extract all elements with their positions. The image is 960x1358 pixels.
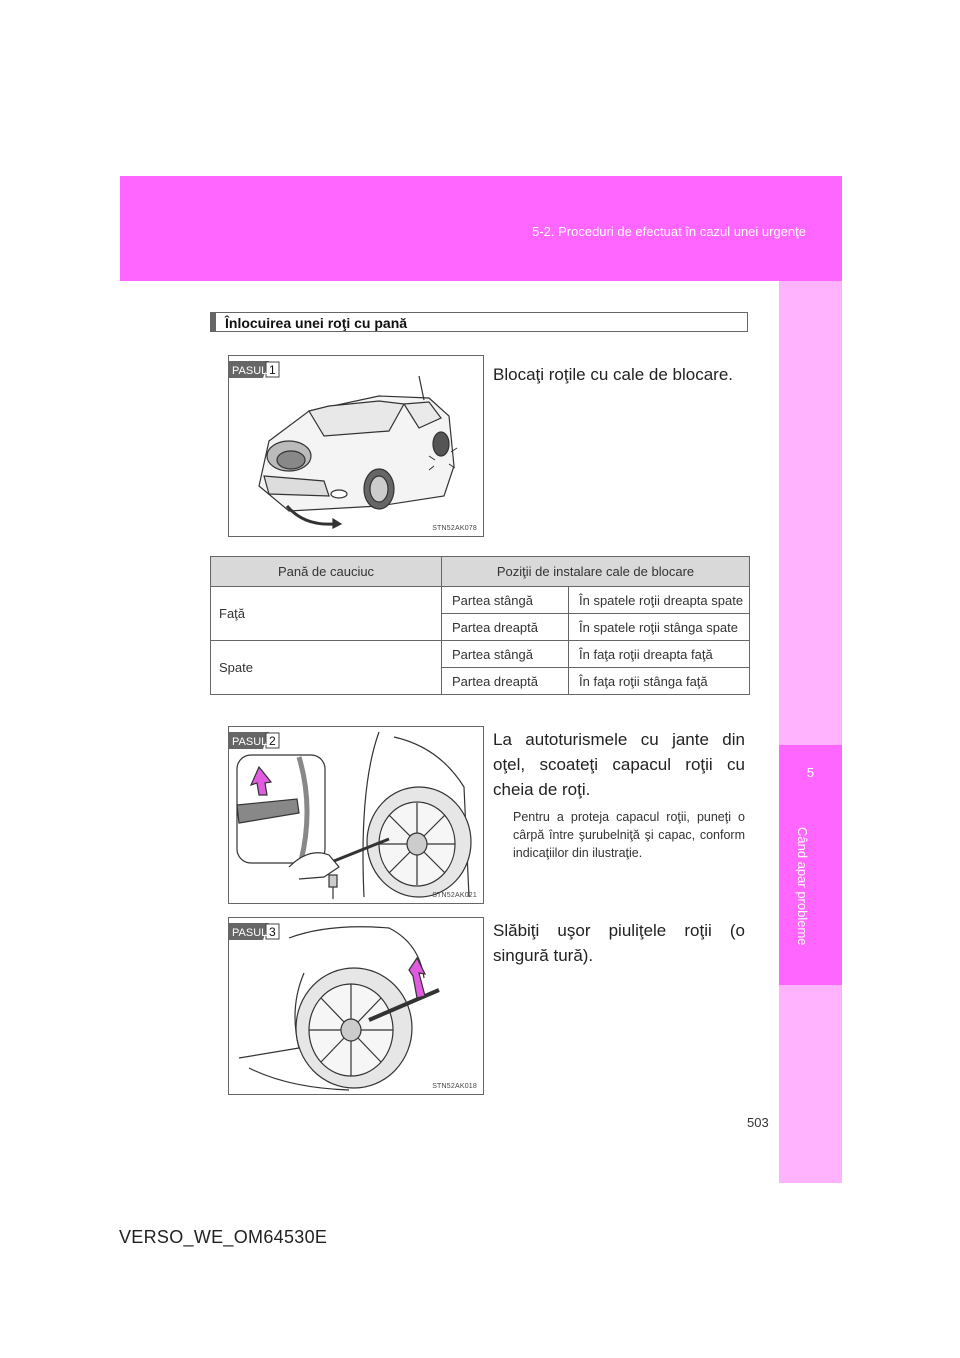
section-header <box>210 312 748 332</box>
figure-code: STN52AK078 <box>432 525 477 532</box>
section-title: Înlocuirea unei roţi cu pană <box>225 315 408 331</box>
step-2-text: La autoturismele cu jante din oţel, scoateţi capacul roţii cu cheia de roţi. <box>493 730 745 799</box>
table-cell-position: În faţa roţii stânga faţă <box>569 668 750 695</box>
step-badge-number: 1 <box>269 363 276 377</box>
step-badge-label: PASUL <box>232 365 268 377</box>
step-badge-number: 3 <box>269 925 276 939</box>
hubcap-removal-illustration <box>229 727 483 903</box>
table-cell-side: Partea stângă <box>442 587 569 614</box>
section-marker <box>211 313 216 331</box>
table-cell-position: În faţa roţii dreapta faţă <box>569 641 750 668</box>
header-band <box>120 176 842 281</box>
breadcrumb: 5-2. Proceduri de efectuat în cazul unei urgenţe <box>532 224 806 239</box>
step-badge-label: PASUL <box>232 736 268 748</box>
step-1-text: Blocaţi roţile cu cale de blocare. <box>493 365 734 384</box>
step-3-figure <box>228 917 484 1095</box>
step-badge-number: 2 <box>269 734 276 748</box>
table-header-cell: Pană de cauciuc <box>211 557 442 587</box>
table-cell-group: Spate <box>211 641 442 695</box>
page-number: 503 <box>747 1115 769 1130</box>
table-row <box>211 641 750 668</box>
loosen-nuts-illustration <box>229 918 483 1094</box>
step-3-text: Slăbiţi uşor piuliţele roţii (o singură tură). <box>493 921 745 965</box>
chock-positions-table <box>210 556 750 695</box>
table-cell-position: În spatele roţii stânga spate <box>569 614 750 641</box>
step-badge-label: PASUL <box>232 927 268 939</box>
step-2-note: Pentru a proteja capacul roţii, puneţi o cârpă între şurubelniţă şi capac, conform indicaţiilor din ilustraţie. <box>513 810 745 860</box>
step-1-figure <box>228 355 484 537</box>
table-cell-group: Faţă <box>211 587 442 641</box>
chapter-number: 5 <box>806 765 815 780</box>
car-chocks-illustration <box>229 356 483 536</box>
document-code: VERSO_WE_OM64530E <box>119 1227 328 1247</box>
chapter-title: Când apar probleme <box>795 827 810 946</box>
chapter-tab <box>779 745 842 985</box>
table-cell-side: Partea dreaptă <box>442 614 569 641</box>
table-cell-side: Partea dreaptă <box>442 668 569 695</box>
table-cell-position: În spatele roţii dreapta spate <box>569 587 750 614</box>
figure-code: STN52AK018 <box>432 1083 477 1090</box>
table-cell-side: Partea stângă <box>442 641 569 668</box>
table-row <box>211 587 750 614</box>
table-header-cell: Poziţii de instalare cale de blocare <box>442 557 750 587</box>
step-2-figure <box>228 726 484 904</box>
figure-code: STN52AK021 <box>432 892 477 899</box>
side-tab-background <box>779 281 842 1183</box>
